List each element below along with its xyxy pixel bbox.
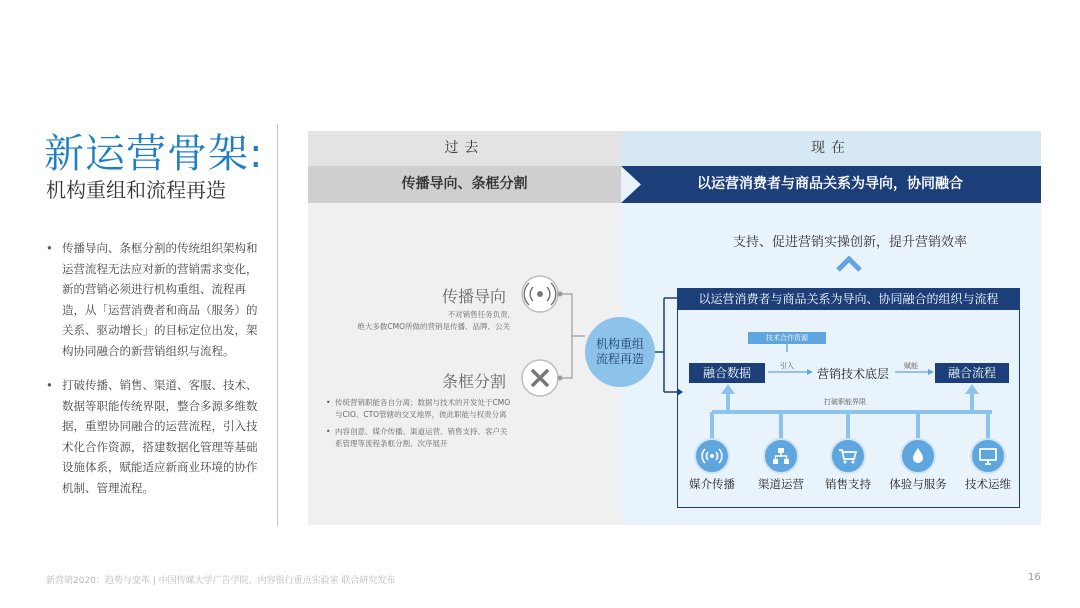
shopping-cart-icon-glyph — [837, 445, 859, 467]
function-label: 销售支持 — [825, 477, 871, 491]
shopping-cart-icon — [830, 438, 866, 474]
past-note: • 传统营销职能各自分离；数据与技术的开发处于CMO与CIO、CTO管辖的交叉地界，彼此职能与权责分离 — [326, 397, 512, 421]
past-item-silo-title: 条框分割 — [442, 372, 507, 391]
footer-text: 新营销2020：趋势与变革 | 中国传媒大学广告学院、内容银行重点实验室 联合研究发布 — [46, 576, 396, 586]
tech-resource-tag: 技术合作资源 — [748, 332, 826, 344]
chevron-up-icon — [838, 259, 860, 270]
support-statement: 支持、促进营销实操创新，提升营销效率 — [732, 235, 967, 250]
function-label: 技术运维 — [965, 477, 1011, 491]
monitor-icon — [970, 438, 1006, 474]
past-note: • 内容创意、媒介传播、渠道运营、销售支持、客户关系管理等流程条框分割、次序展开 — [326, 426, 512, 450]
bullet-item: • 打破传播、销售、渠道、客服、技术、数据等职能传统界限，整合多源多维数据，重塑协同融合的运营流程，引入技术化合作资源，搭建数据化管理等基础设施体系，赋能适应新商业环境的协作机制、管理流程。 — [46, 375, 260, 498]
fused-data-box: 融合数据 — [689, 363, 765, 383]
page-number: 16 — [1028, 572, 1041, 583]
org-chart-icon — [763, 438, 799, 474]
tech-base-label: 营销技术底层 — [817, 367, 890, 381]
past-item-desc-line: 绝大多数CMO所做的营销是传播、品牌、公关 — [357, 322, 510, 331]
past-silo-notes — [326, 397, 512, 450]
fused-process-box: 融合流程 — [935, 363, 1009, 383]
past-header: 过去 — [308, 131, 621, 166]
center-line: 机构重组 — [595, 337, 644, 351]
break-bounds-label: 打破职能界限 — [824, 398, 866, 406]
center-line: 流程再造 — [595, 352, 644, 366]
past-item-broadcast-desc — [330, 309, 510, 333]
introduce-label: 引入 — [780, 362, 794, 370]
broadcast-icon-glyph — [701, 445, 723, 467]
broadcast-icon — [694, 438, 730, 474]
past-item-desc-line: 不对销售任务负责, — [447, 310, 510, 319]
empower-label: 赋能 — [904, 362, 918, 370]
org-chart-icon-glyph — [770, 445, 792, 467]
page-title: 新运营骨架: — [44, 131, 264, 177]
past-band: 传播导向、条框分割 — [308, 166, 621, 203]
function-label: 媒介传播 — [689, 477, 735, 491]
bullet-item: • 传播导向、条框分割的传统组织架构和运营流程无法应对新的营销需求变化，新的营销必须进行机构重组、流程再造，从「运营消费者和商品（服务）的关系、驱动增长」的目标定位出发，架构协同融合的新营销组织与流程。 — [46, 238, 260, 361]
center-circle — [585, 317, 655, 387]
monitor-icon-glyph — [977, 445, 999, 467]
function-label: 渠道运营 — [758, 477, 804, 491]
service-drop-icon-glyph — [907, 445, 929, 467]
function-label: 体验与服务 — [889, 477, 947, 491]
page-subtitle: 机构重组和流程再造 — [46, 178, 226, 202]
past-item-broadcast-title: 传播导向 — [442, 287, 507, 306]
now-band: 以运营消费者与商品关系为导向，协同融合 — [697, 176, 963, 192]
integrated-org-title: 以运营消费者与商品关系为导向、协同融合的组织与流程 — [677, 288, 1020, 310]
now-header: 现在 — [621, 131, 1041, 166]
service-drop-icon — [900, 438, 936, 474]
